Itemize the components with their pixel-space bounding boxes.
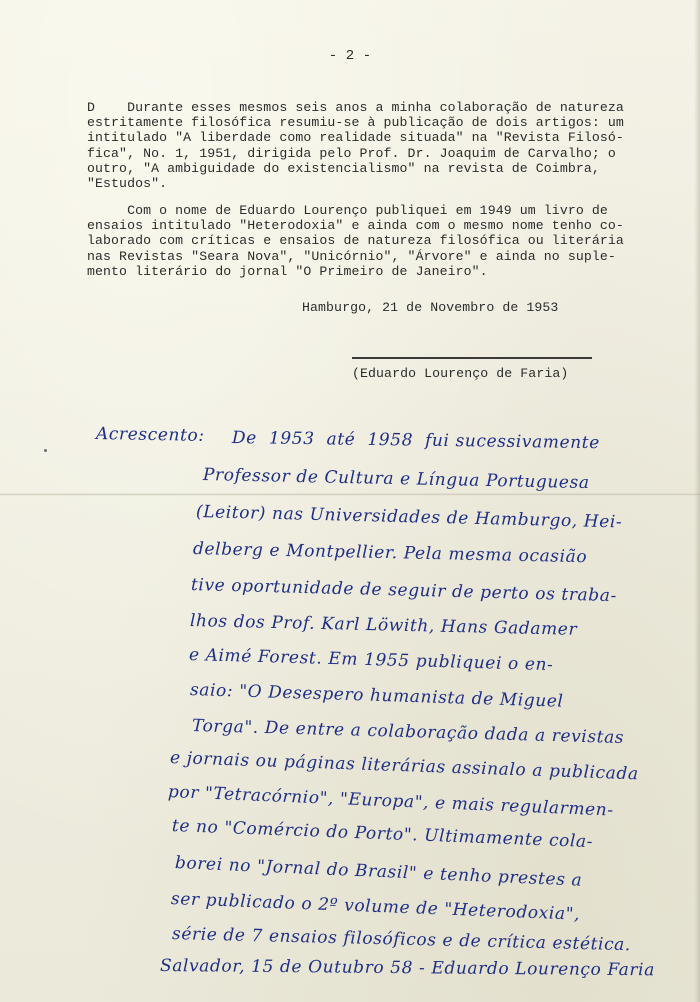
handwritten-line: tive oportunidade de seguir de perto os traba-: [190, 575, 618, 607]
handwritten-line: (Leitor) nas Universidades de Hamburgo, Hei-: [195, 502, 623, 533]
paragraph-2-line: Com o nome de Eduardo Lourenço publiquei em 1949 um livro de: [87, 203, 608, 218]
handwritten-signoff: Salvador, 15 de Outubro 58 - Eduardo Lourenço Faria: [159, 956, 655, 981]
handwritten-line: borei no "Jornal do Brasil" e tenho prestes a: [174, 853, 583, 891]
handwritten-line: por "Tetracórnio", "Europa", e mais regularmen-: [167, 782, 615, 821]
paragraph-1-line: "Estudos".: [87, 176, 168, 192]
paragraph-1-line: estritamente filosófica resumiu-se à publicação de dois artigos: um: [87, 115, 624, 131]
paragraph-1-line: intitulado "A liberdade como realidade situada" na "Revista Filosó-: [87, 130, 624, 146]
signer-name: (Eduardo Lourenço de Faria): [352, 366, 569, 381]
handwritten-line: delberg e Montpellier. Pela mesma ocasião: [192, 539, 588, 568]
handwritten-line: De 1953 até 1958 fui sucessivamente: [231, 428, 600, 454]
paragraph-2-line: mento literário do jornal "O Primeiro de Janeiro".: [87, 263, 488, 279]
place-date: Hamburgo, 21 de Novembro de 1953: [302, 300, 559, 315]
handwritten-line: Torga". De entre a colaboração dada a revistas: [191, 716, 625, 749]
paragraph-1-line: outro, "A ambiguidade do existencialismo" na revista de Coimbra,: [87, 160, 600, 176]
paragraph-2: [87, 203, 667, 279]
paper-fold: [0, 493, 700, 496]
paragraph-1-line: fica", No. 1, 1951, dirigida pelo Prof. Dr. Joaquim de Carvalho; o: [87, 145, 616, 161]
paragraph-2-line: laborado com críticas e ensaios de natureza filosófica ou literária: [87, 233, 624, 249]
handwritten-line: série de 7 ensaios filosóficos e de crítica estética.: [171, 924, 632, 956]
paragraph-2-line: ensaios intitulado "Heterodoxia" e ainda com o mesmo nome tenho co-: [87, 218, 624, 234]
handwritten-line: saio: "O Desespero humanista de Miguel: [189, 680, 564, 712]
handwritten-line: Professor de Cultura e Língua Portuguesa: [202, 465, 590, 494]
paper-edge-shadow: [694, 0, 700, 1002]
handwritten-line: te no "Comércio do Porto". Ultimamente cola-: [171, 816, 594, 853]
signature-line: [352, 357, 592, 359]
handwritten-label: Acrescento:: [95, 424, 205, 446]
handwritten-line: e Aimé Forest. Em 1955 publiquei o en-: [188, 645, 554, 676]
paragraph-1-line: D Durante esses mesmos seis anos a minha colaboração de natureza: [87, 100, 624, 115]
page-number: - 2 -: [328, 48, 372, 64]
handwritten-line: ser publicado o 2º volume de "Heterodoxia",: [170, 889, 581, 925]
paragraph-1: [87, 100, 667, 191]
handwritten-line: e jornais ou páginas literárias assinalo a publicada: [169, 748, 639, 785]
paragraph-2-line: nas Revistas "Seara Nova", "Unicórnio", "Árvore" e ainda no suple-: [87, 248, 616, 264]
handwritten-line: lhos dos Prof. Karl Löwith, Hans Gadamer: [189, 611, 578, 640]
paper-speck: [44, 449, 47, 452]
